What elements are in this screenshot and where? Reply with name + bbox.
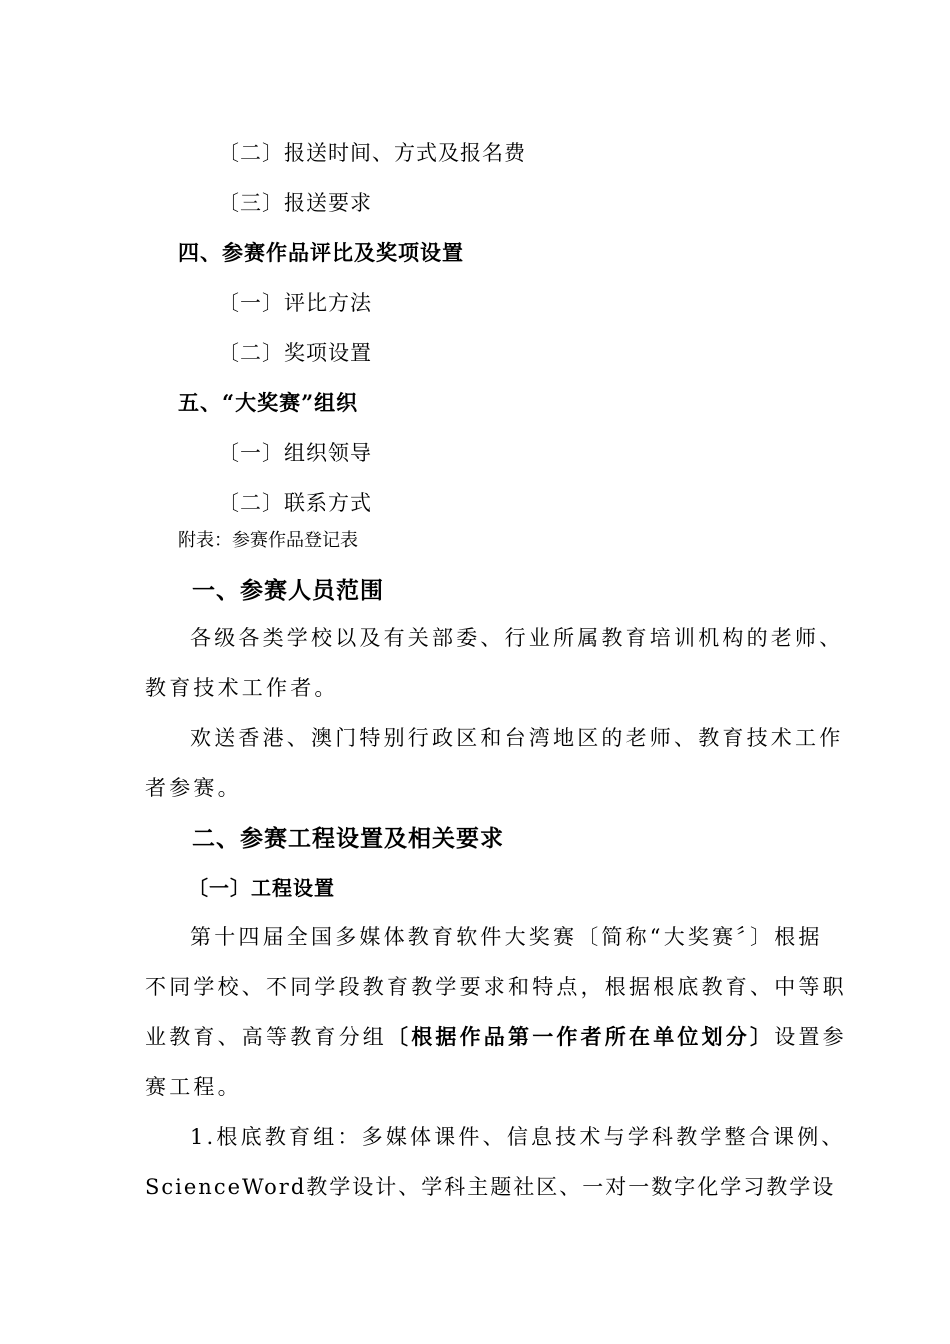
section-2-p2-line2: ScienceWord教学设计、学科主题社区、一对一数字化学习教学设 [145, 1175, 836, 1199]
section-2-p2-line1: 1.根底教育组：多媒体课件、信息技术与学科教学整合课例、 [190, 1125, 846, 1149]
section-2-p1-line3-bold: 〔根据作品第一作者所在单位划分〕 [387, 1024, 775, 1049]
section-1-p2-line2: 者参赛。 [145, 776, 242, 800]
toc-item-2-2: 〔二〕报送时间、方式及报名费 [218, 141, 526, 165]
toc-item-4-2: 〔二〕奖项设置 [218, 341, 372, 365]
toc-section-5: 五、“大奖赛”组织 [178, 390, 359, 415]
section-2-p1-line3-after: 设置参 [774, 1025, 847, 1049]
section-2-p1-line4: 赛工程。 [145, 1075, 242, 1099]
toc-section-4: 四、参赛作品评比及奖项设置 [178, 240, 464, 265]
section-2-p1-line3 [145, 1021, 847, 1051]
section-1-heading: 一、参赛人员范围 [192, 577, 384, 604]
toc-appendix: 附表：参赛作品登记表 [178, 530, 358, 551]
toc-item-5-2: 〔二〕联系方式 [218, 491, 372, 515]
toc-item-4-1: 〔一〕评比方法 [218, 291, 372, 315]
section-1-p2-line1: 欢送香港、澳门特别行政区和台湾地区的老师、教育技术工作 [190, 726, 844, 750]
toc-item-2-3: 〔三〕报送要求 [218, 191, 372, 215]
section-2-sub1-heading: 〔一〕工程设置 [188, 876, 335, 900]
section-2-heading: 二、参赛工程设置及相关要求 [192, 825, 504, 852]
section-2-p1-line1: 第十四届全国多媒体教育软件大奖赛〔简称“大奖赛〞〕根据 [190, 925, 823, 949]
section-1-p1-line2: 教育技术工作者。 [145, 676, 339, 700]
toc-item-5-1: 〔一〕组织领导 [218, 441, 372, 465]
section-2-p1-line3-before: 业教育、高等教育分组 [145, 1025, 387, 1049]
section-1-p1-line1: 各级各类学校以及有关部委、行业所属教育培训机构的老师、 [190, 626, 844, 650]
section-2-p1-line2: 不同学校、不同学段教育教学要求和特点，根据根底教育、中等职 [145, 975, 847, 999]
